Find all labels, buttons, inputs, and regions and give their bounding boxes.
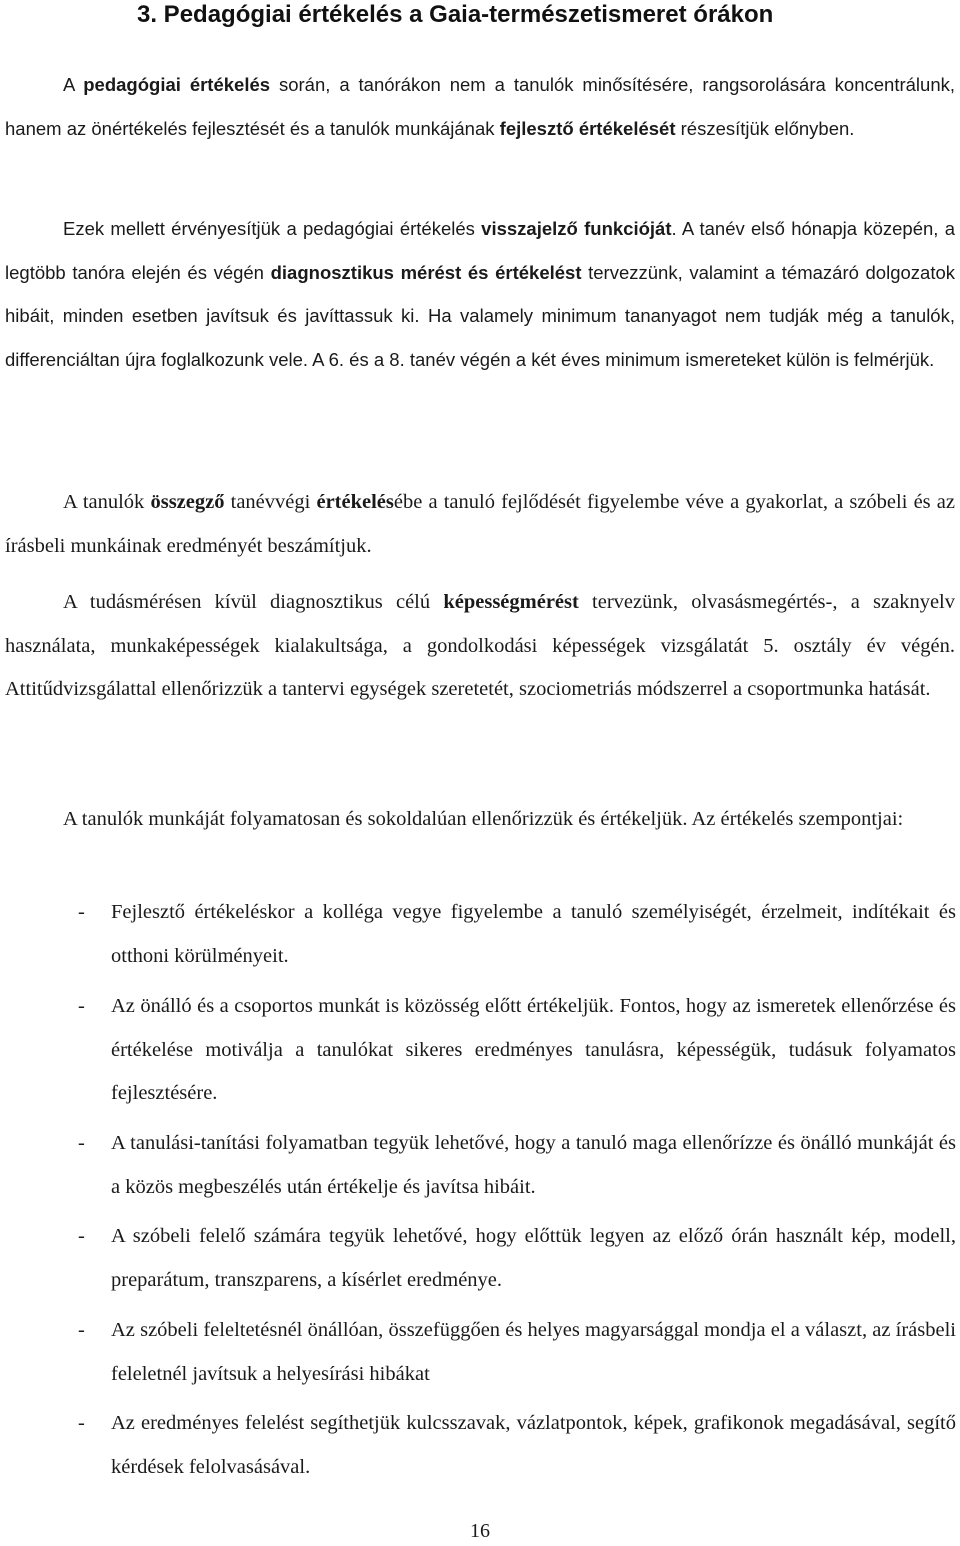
bullet-dash: - xyxy=(78,1132,85,1154)
list-item-text: Az eredményes felelést segíthetjük kulcsszavak, vázlatpontok, képek, grafikonok megadásával, segítő kérdések felolvasásával. xyxy=(111,1412,956,1478)
text-span: A tanulók xyxy=(63,491,151,513)
paragraph-ability-assessment xyxy=(5,581,955,712)
paragraph-evaluation-criteria: A tanulók munkáját folyamatosan és sokoldalúan ellenőrizzük és értékeljük. Az értékelés szempontjai: xyxy=(63,808,904,830)
bold-term: összegző xyxy=(150,491,225,513)
bullet-dash: - xyxy=(78,995,85,1017)
paragraph-pedagogical-evaluation xyxy=(5,63,955,150)
list-item xyxy=(78,1215,956,1302)
section-heading: 3. Pedagógiai értékelés a Gaia-természetismeret órákon xyxy=(137,1,774,28)
paragraph-summative-evaluation xyxy=(5,481,955,568)
list-item-text: Az önálló és a csoportos munkát is közösség előtt értékeljük. Fontos, hogy az ismeretek ellenőrzése és értékelése motiválja a tanulókat sikeres eredményes tanulásra, képességük, tudásuk folyamatos fejlesztésére. xyxy=(111,995,956,1104)
bullet-dash: - xyxy=(78,901,85,923)
text-span: részesítjük előnyben. xyxy=(675,117,855,139)
text-span: A xyxy=(63,74,84,95)
list-item xyxy=(78,891,956,978)
list-item-text: A tanulási-tanítási folyamatban tegyük lehetővé, hogy a tanuló maga ellenőrízze és önálló munkáját és a közös megbeszélés után értékelje és javítsa hibáit. xyxy=(111,1132,956,1198)
bold-term: pedagógiai értékelés xyxy=(83,74,271,95)
list-item-text: Az szóbeli feleltetésnél önállóan, összefüggően és helyes magyarsággal mondja el a választ, az írásbeli feleletnél javítsuk a helyesírási hibákat xyxy=(111,1319,956,1385)
list-item xyxy=(78,1402,956,1489)
bold-term: értékelés xyxy=(316,491,394,513)
list-item xyxy=(78,1122,956,1209)
list-item-text: Fejlesztő értékeléskor a kolléga vegye figyelembe a tanuló személyiségét, érzelmeit, indítékait és otthoni körülményeit. xyxy=(111,901,956,967)
text-span: ébe a tanuló fejlődését figyelembe véve a gyakorlat, a szóbeli és az írásbeli munkáinak eredményét beszámítjuk. xyxy=(5,491,955,557)
text-span: során, a tanórákon nem a tanulók minősítésére, rangsorolására koncentrálunk, hanem az önértékelés fejlesztését és a tanulók munkájának xyxy=(5,74,956,139)
bold-term: visszajelző funkcióját xyxy=(481,218,672,239)
text-span: . A tanév első hónapja közepén, a legtöbb tanóra elején és végén xyxy=(5,218,955,283)
text-span: Ezek mellett érvényesítjük a pedagógiai értékelés xyxy=(63,218,482,239)
page-number: 16 xyxy=(470,1520,490,1542)
list-item-text: A szóbeli felelő számára tegyük lehetővé, hogy előttük legyen az előző órán használt kép, modell, preparátum, transzparens, a kísérlet eredménye. xyxy=(111,1225,956,1291)
text-span: tervezünk, olvasásmegértés-, a szaknyelv használata, munkaképességek kialakultsága, a gondolkodási képességek vizsgálatát 5. osztály év végén. Attitűdvizsgálattal ellenőrizzük a tantervi egységek szeretetét, szociometriás módszerrel a csoportmunka hatását. xyxy=(5,591,955,700)
bullet-dash: - xyxy=(78,1319,85,1341)
bold-term: diagnosztikus mérést és értékelést xyxy=(270,261,582,283)
bold-term: fejlesztő értékelését xyxy=(499,117,676,139)
text-span: tanévvégi xyxy=(224,491,317,513)
paragraph-feedback-function xyxy=(5,207,955,381)
bullet-dash: - xyxy=(78,1412,85,1434)
bold-term: képességmérést xyxy=(443,591,579,613)
list-item xyxy=(78,985,956,1116)
list-item xyxy=(78,1309,956,1396)
bullet-dash: - xyxy=(78,1225,85,1247)
text-span: tervezzünk, valamint a témazáró dolgozatok hibáit, minden esetben javítsuk és javíttassuk ki. Ha valamely minimum tananyagot nem tudják még a tanulók, differenciáltan újra foglalkozunk vele. A 6. és a 8. tanév végén a két éves minimum ismereteket külön is felmérjük. xyxy=(5,261,956,370)
text-span: A tudásmérésen kívül diagnosztikus célú xyxy=(63,591,444,613)
